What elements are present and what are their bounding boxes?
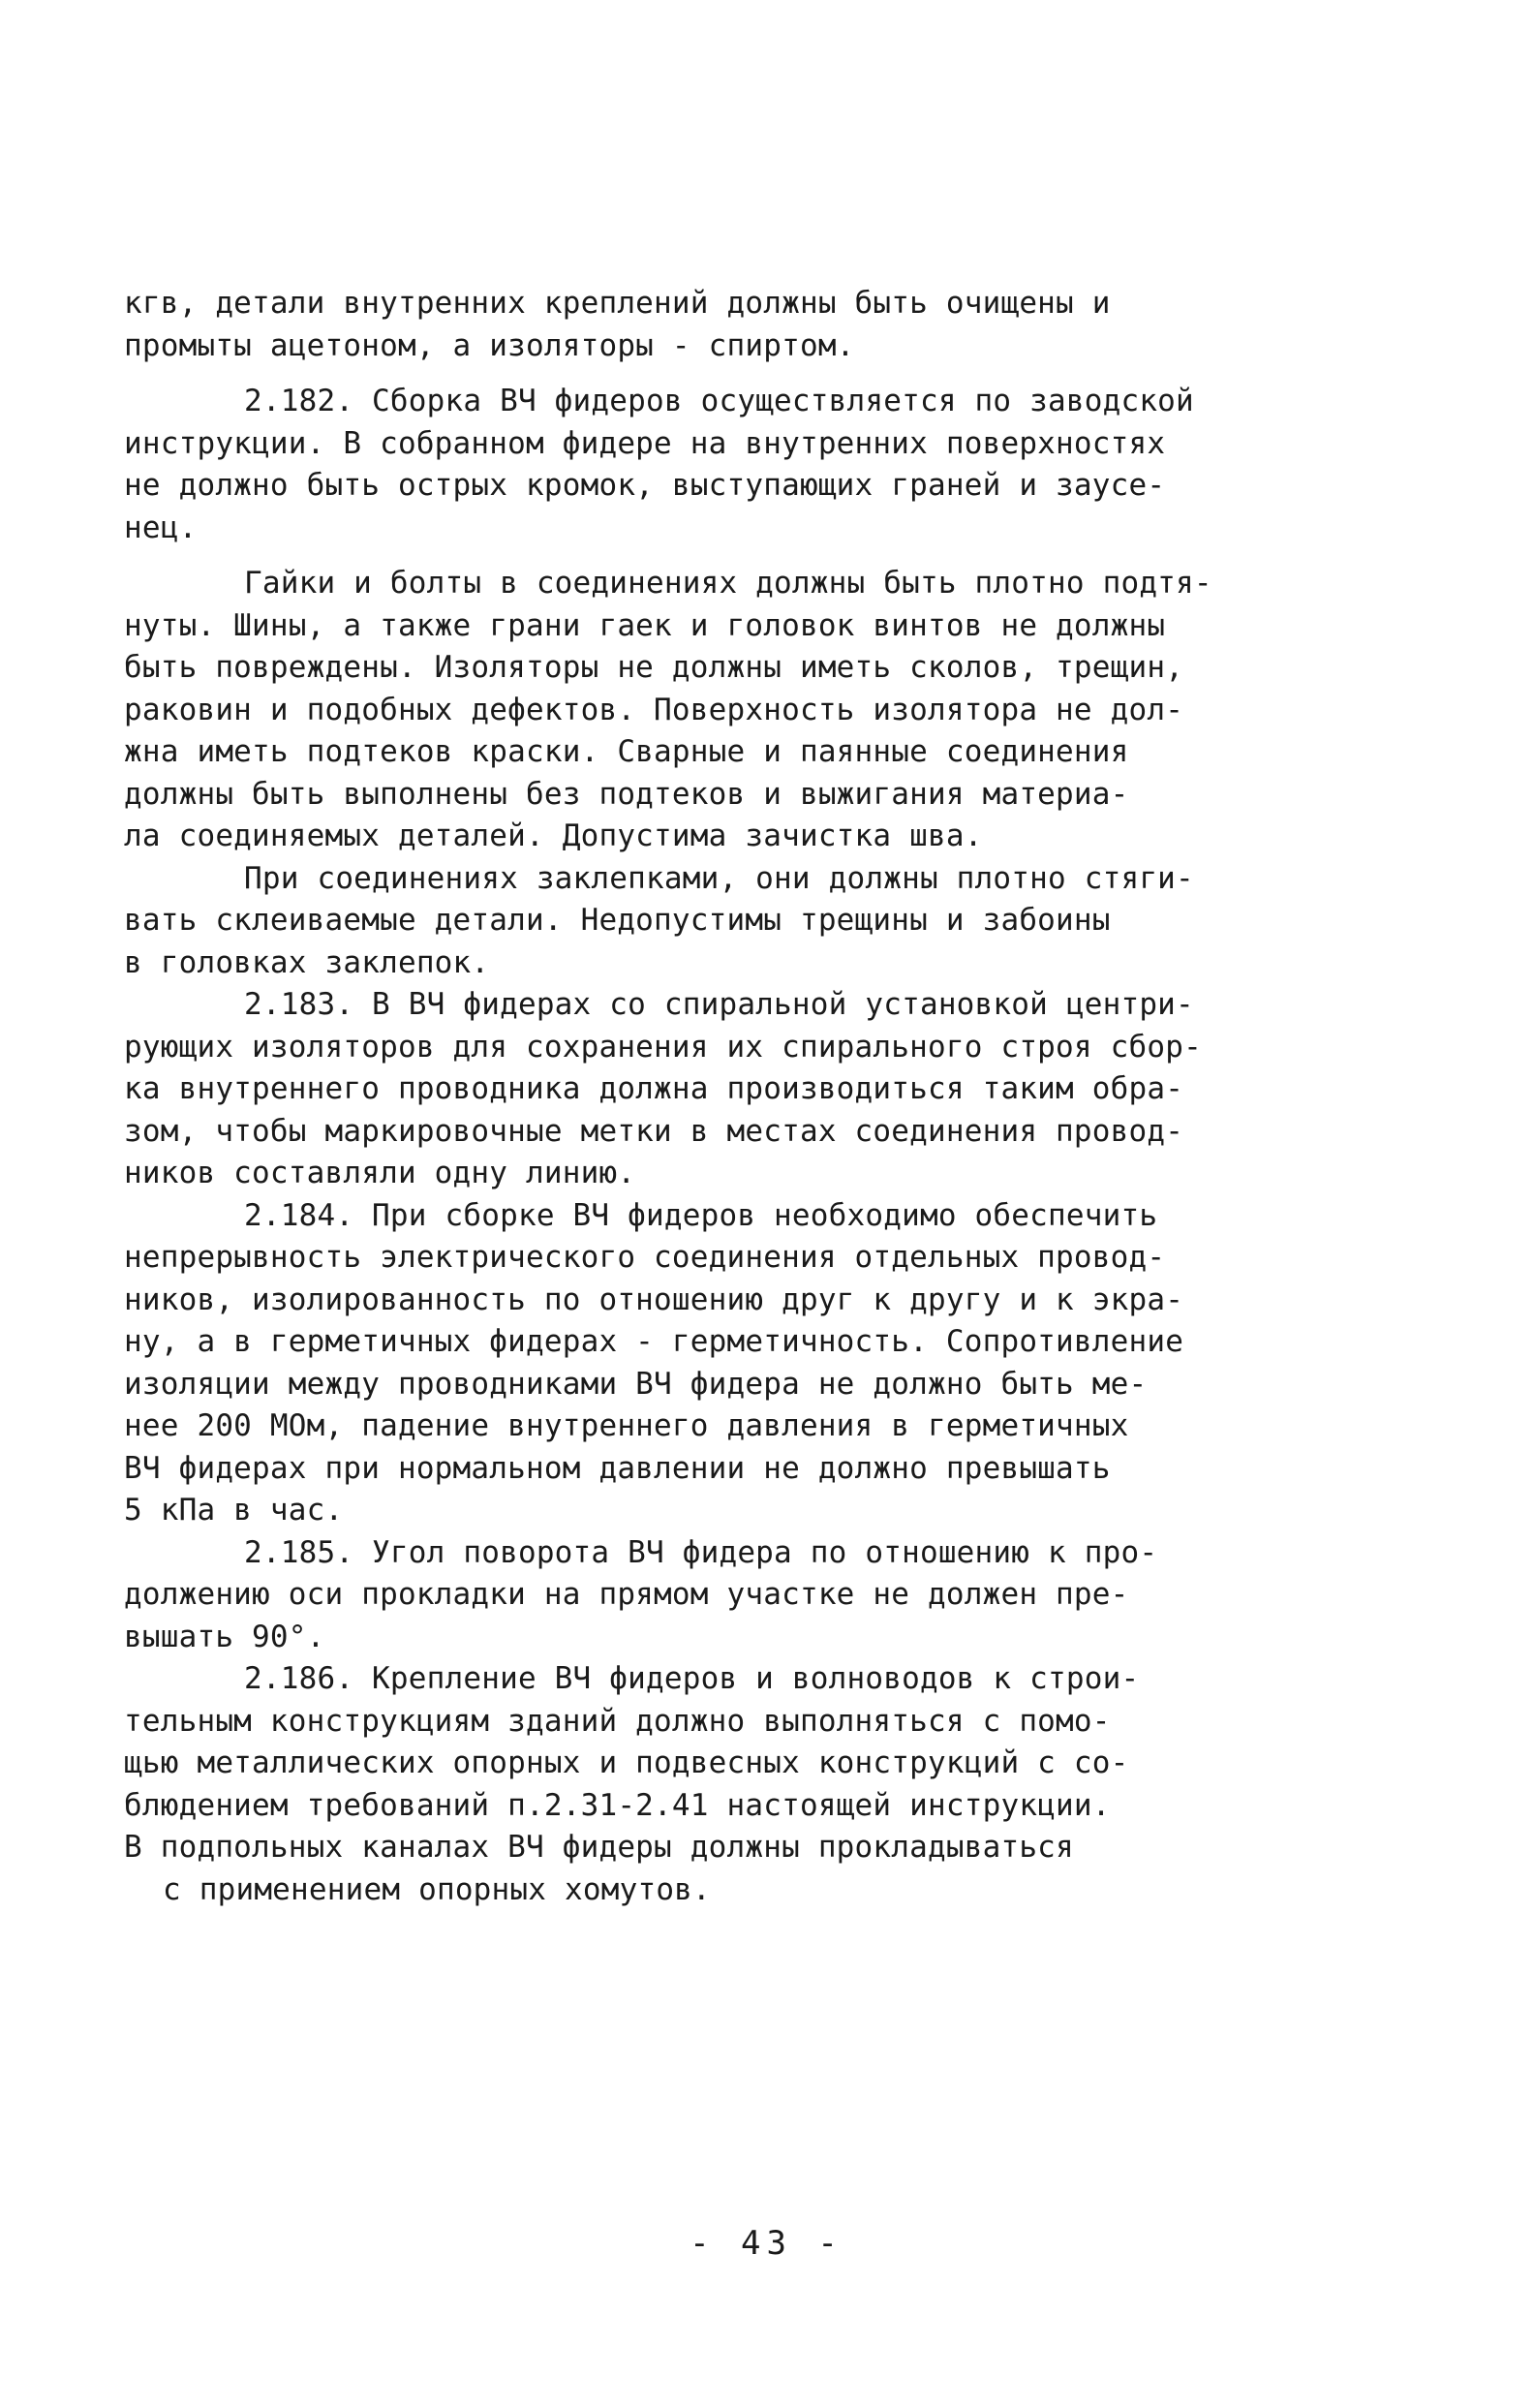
text-line: нец.	[124, 509, 198, 545]
text-line: 5 кПа в час.	[124, 1493, 344, 1528]
body-text	[124, 283, 1431, 1911]
text-line: тельным конструкциям зданий должно выполняться с помо-	[124, 1703, 1111, 1739]
paragraph-first-line: 2.185. Угол поворота ВЧ фидера по отношению к про-	[244, 1534, 1158, 1570]
paragraph-gap	[124, 549, 1431, 563]
text-line: нее 200 МОм, падение внутреннего давления в герметичных	[124, 1408, 1129, 1443]
text-line: с применением опорных хомутов.	[163, 1871, 711, 1907]
text-line: раковин и подобных дефектов. Поверхность изолятора не дол-	[124, 692, 1184, 727]
text-line: кгв, детали внутренних креплений должны быть очищены и	[124, 286, 1111, 321]
text-line: ну, а в герметичных фидерах - герметичность. Сопротивление	[124, 1324, 1184, 1359]
text-line: в головках заклепок.	[124, 944, 490, 980]
text-line: быть повреждены. Изоляторы не должны иметь сколов, трещин,	[124, 650, 1184, 685]
text-line: ников, изолированность по отношению друг к другу и к экра-	[124, 1281, 1184, 1317]
text-line: должению оси прокладки на прямом участке не должен пре-	[124, 1577, 1129, 1612]
text-line: щью металлических опорных и подвесных конструкций с со-	[124, 1745, 1129, 1780]
text-line: непрерывность электрического соединения отдельных провод-	[124, 1240, 1166, 1275]
text-line: инструкции. В собранном фидере на внутренних поверхностях	[124, 425, 1166, 461]
text-line: ла соединяемых деталей. Допустима зачистка шва.	[124, 818, 983, 853]
text-line: нуты. Шины, а также грани гаек и головок винтов не должны	[124, 607, 1166, 643]
paragraph-first-line: При соединениях заклепками, они должны плотно стяги-	[244, 860, 1194, 896]
page-number: - 43 -	[690, 2224, 843, 2263]
text-line: зом, чтобы маркировочные метки в местах соединения провод-	[124, 1113, 1184, 1149]
text-line: не должно быть острых кромок, выступающих граней и заусе-	[124, 468, 1166, 503]
text-line: изоляции между проводниками ВЧ фидера не должно быть ме-	[124, 1366, 1148, 1402]
paragraph-first-line: 2.182. Сборка ВЧ фидеров осуществляется по заводской	[244, 384, 1194, 418]
text-line: вышать 90°.	[124, 1619, 325, 1654]
paragraph-first-line: 2.184. При сборке ВЧ фидеров необходимо обеспечить	[244, 1197, 1158, 1233]
paragraph-gap	[124, 367, 1431, 381]
paragraph-first-line: 2.186. Крепление ВЧ фидеров и волноводов к строи-	[244, 1661, 1140, 1696]
text-line: ВЧ фидерах при нормальном давлении не должно превышать	[124, 1450, 1111, 1486]
text-line: вать склеиваемые детали. Недопустимы трещины и забоины	[124, 903, 1111, 938]
text-line: рующих изоляторов для сохранения их спирального строя сбор-	[124, 1029, 1202, 1065]
text-line: ка внутреннего проводника должна производиться таким обра-	[124, 1071, 1184, 1106]
text-line: жна иметь подтеков краски. Сварные и паянные соединения	[124, 734, 1129, 769]
text-line: ников составляли одну линию.	[124, 1156, 636, 1190]
paragraph-first-line: 2.183. В ВЧ фидерах со спиральной установкой центри-	[244, 987, 1194, 1022]
text-line: промыты ацетоном, а изоляторы - спиртом.	[124, 327, 855, 363]
paragraph-first-line: Гайки и болты в соединениях должны быть плотно подтя-	[244, 566, 1212, 601]
text-line: блюдением требований п.2.31-2.41 настоящей инструкции.	[124, 1787, 1111, 1823]
text-line: В подпольных каналах ВЧ фидеры должны прокладываться	[124, 1830, 1074, 1865]
text-line: должны быть выполнены без подтеков и выжигания материа-	[124, 776, 1129, 812]
